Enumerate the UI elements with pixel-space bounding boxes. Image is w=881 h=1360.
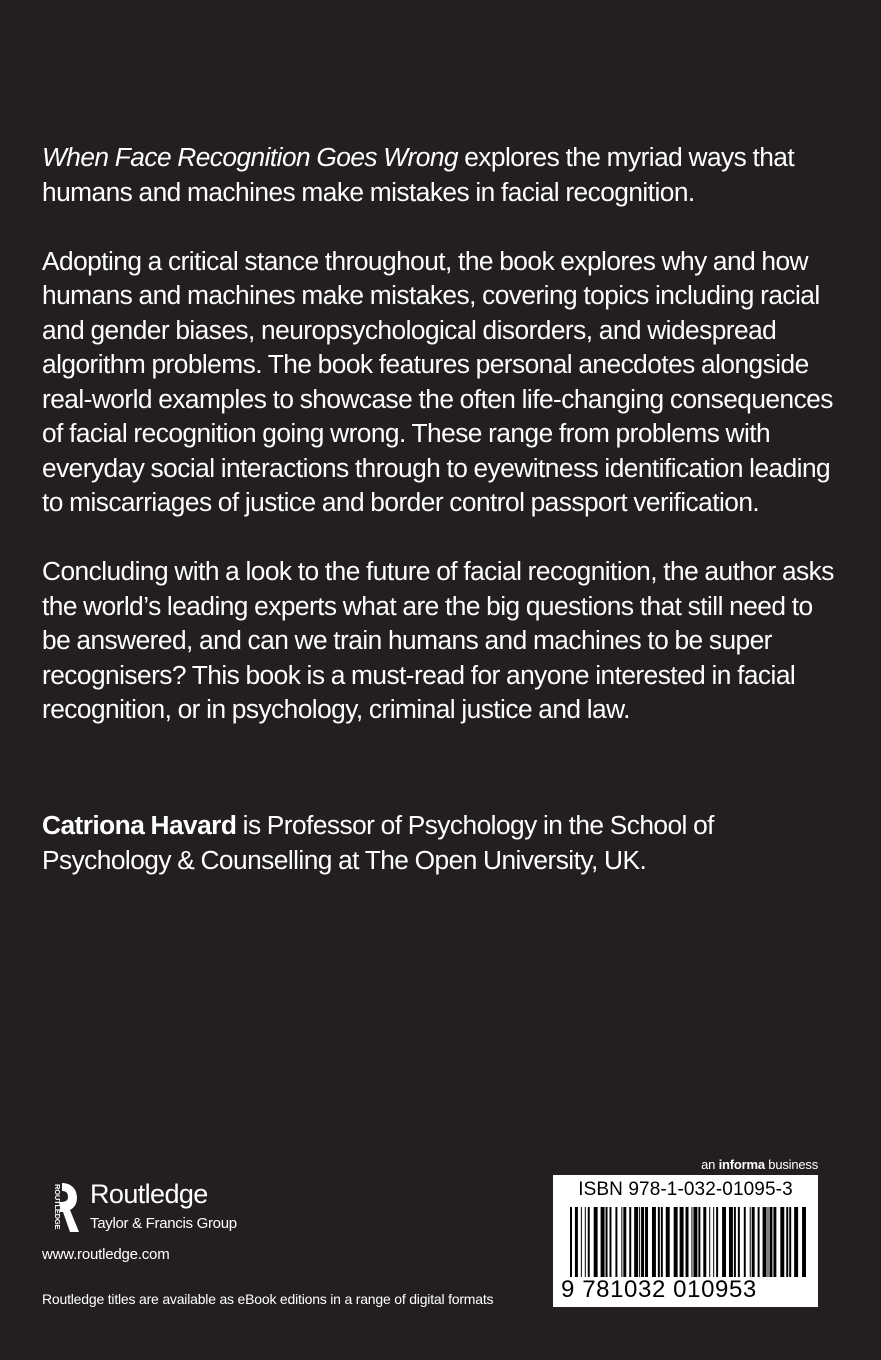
back-cover-blurb — [42, 140, 842, 761]
barcode-bar — [722, 1207, 726, 1277]
barcode-bar — [666, 1207, 670, 1277]
barcode-bar — [634, 1207, 638, 1277]
publisher-url: www.routledge.com — [42, 1246, 170, 1263]
blurb-paragraph-2: Adopting a critical stance throughout, the book explores why and how humans and machines make mistakes, covering topics including racial and gender biases, neuropsychological disorders, and widespread algorithm problems. The book features personal anecdotes alongside real-world examples to showcase the often life-changing consequences of facial recognition going wrong. These range from problems with everyday social interactions through to eyewitness identification leading to miscarriages of justice and border control passport verification. — [42, 245, 833, 517]
routledge-logo-vertical-text: ROUTLEDGE — [53, 1184, 62, 1230]
blurb-paragraph-3: Concluding with a look to the future of facial recognition, the author asks the world’s leading experts what are the big questions that still need to be answered, and can we train humans and machines to be super recognisers? This book is a must-read for anyone interested in facial recognition, or in psychology, criminal justice and law. — [42, 556, 834, 724]
blurb-paragraph-1 — [42, 140, 842, 209]
barcode-bar — [658, 1207, 660, 1277]
barcode-bar — [752, 1207, 755, 1277]
author-bio — [42, 808, 842, 877]
barcode-bar — [645, 1207, 648, 1277]
barcode-bar — [750, 1207, 751, 1277]
barcode-bar — [594, 1207, 598, 1277]
barcode-bar — [729, 1207, 733, 1277]
author-bio-text: is Professor of Psychology in the School of Psychology & Counselling at The Open University, UK. — [42, 810, 714, 875]
ebook-availability-note: Routledge titles are available as eBook editions in a range of digital formats — [42, 1291, 494, 1307]
barcode-bar — [585, 1207, 586, 1277]
barcode-bar — [786, 1207, 788, 1277]
barcode-bar — [794, 1207, 798, 1277]
barcode-bar — [789, 1207, 791, 1277]
barcode-bar — [652, 1207, 656, 1277]
barcode-bar — [680, 1207, 684, 1277]
barcode-bar — [686, 1207, 689, 1277]
author-name: Catriona Havard — [42, 810, 237, 840]
barcode-bar — [661, 1207, 663, 1277]
barcode-bar — [767, 1207, 768, 1277]
barcode-bar — [763, 1207, 767, 1277]
barcode-bar — [703, 1207, 706, 1277]
barcode-bar — [709, 1207, 710, 1277]
barcode-bar — [713, 1207, 714, 1277]
barcode-bar — [698, 1207, 700, 1277]
barcode-bar — [606, 1207, 608, 1277]
barcode-bar — [773, 1207, 776, 1277]
barcode-bar — [802, 1207, 806, 1277]
isbn-label: ISBN 978-1-032-01095-3 — [578, 1179, 793, 1200]
barcode-bar — [621, 1207, 622, 1277]
barcode-bar — [610, 1207, 612, 1277]
barcode-bar — [744, 1207, 746, 1277]
barcode-bar — [734, 1207, 736, 1277]
barcode-bar — [570, 1207, 572, 1277]
barcode-bar — [738, 1207, 740, 1277]
barcode-bar — [691, 1207, 692, 1277]
barcode-bar — [674, 1207, 678, 1277]
barcode-bar — [629, 1207, 631, 1277]
publisher-name: Routledge — [90, 1179, 208, 1209]
barcode-bar — [588, 1207, 590, 1277]
informa-business-label: an informa business — [701, 1157, 818, 1172]
barcode-bar — [581, 1207, 582, 1277]
barcode-bar — [641, 1207, 644, 1277]
publisher-logo-block — [40, 1178, 300, 1238]
barcode-bar — [780, 1207, 784, 1277]
isbn-barcode — [553, 1175, 818, 1307]
barcode-icon — [570, 1207, 806, 1277]
blurb-paragraph-1-text: explores the myriad ways that humans and machines make mistakes in facial recognition. — [42, 142, 795, 207]
informa-brand: informa — [718, 1157, 765, 1172]
barcode-bar — [615, 1207, 617, 1277]
barcode-bar — [758, 1207, 760, 1277]
barcode-bar — [601, 1207, 605, 1277]
barcode-bar — [575, 1207, 578, 1277]
barcode-bar — [716, 1207, 718, 1277]
barcode-digits: 9 781032 010953 — [561, 1276, 757, 1303]
book-title-italic: When Face Recognition Goes Wrong — [42, 142, 458, 172]
barcode-bar — [623, 1207, 626, 1277]
barcode-bar — [693, 1207, 697, 1277]
barcode-bar — [769, 1207, 772, 1277]
publisher-group: Taylor & Francis Group — [90, 1215, 237, 1232]
barcode-bar — [639, 1207, 640, 1277]
routledge-logo-icon — [40, 1180, 82, 1236]
